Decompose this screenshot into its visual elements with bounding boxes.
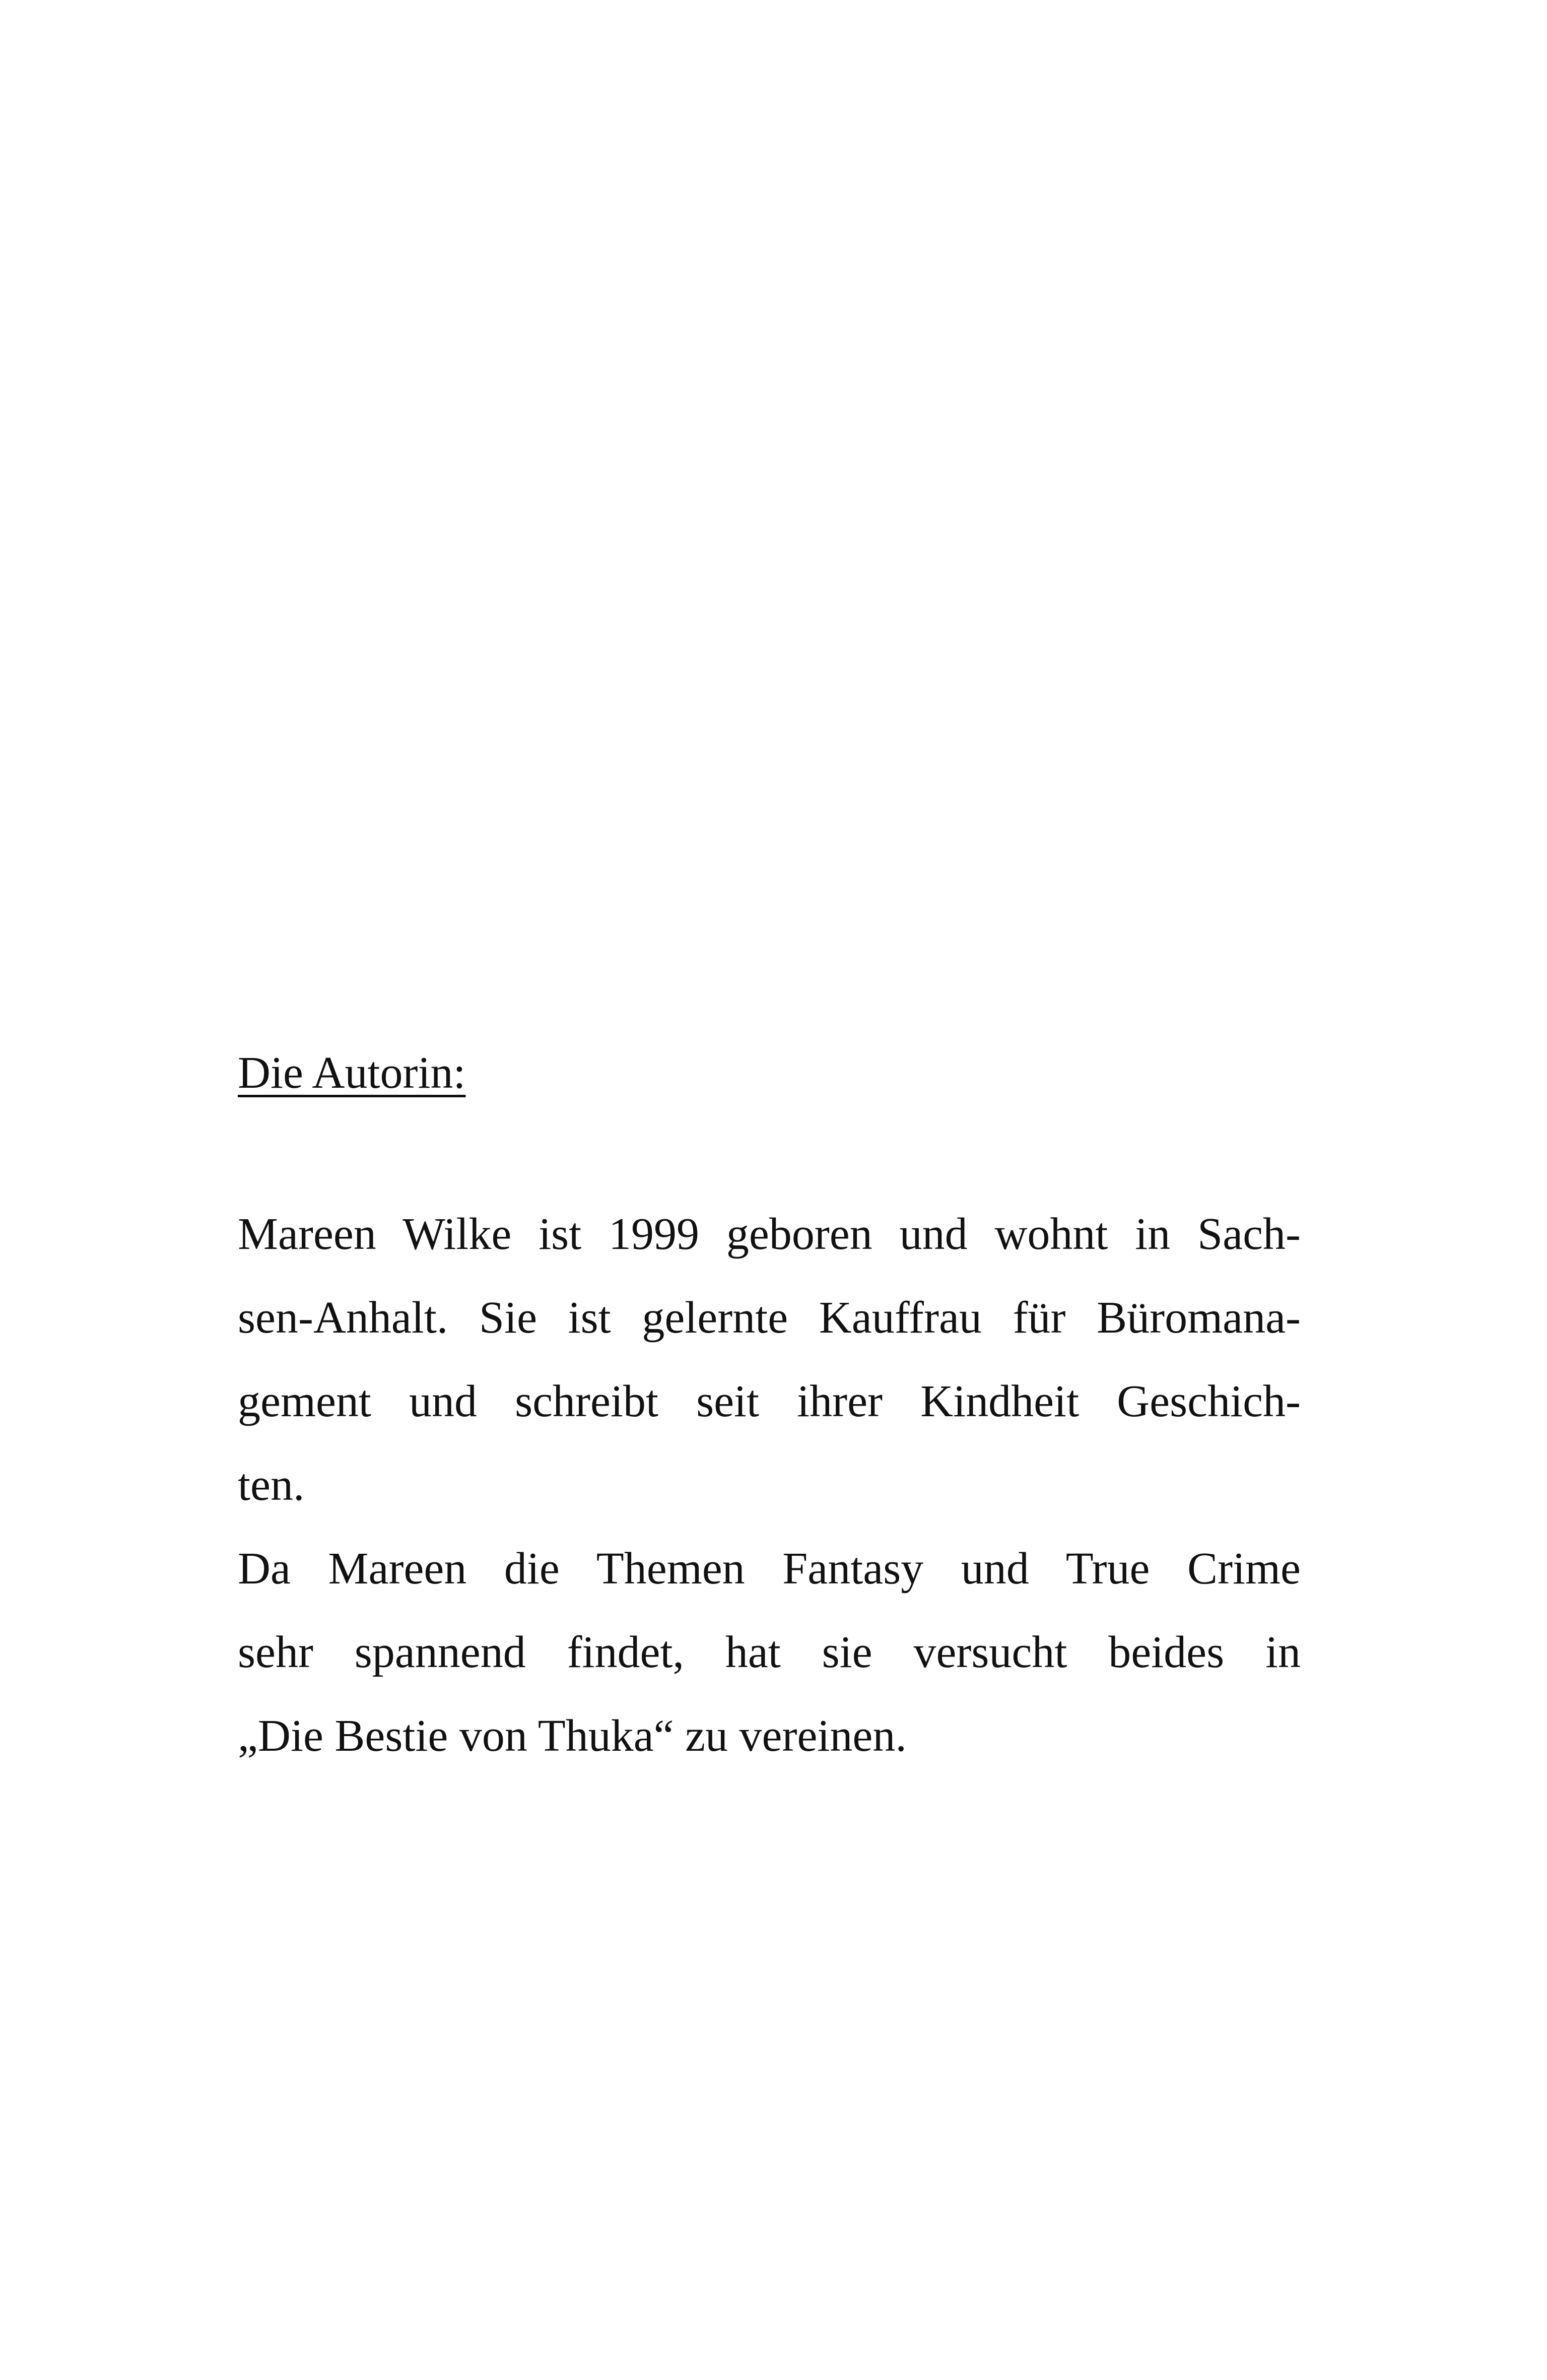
bio-line-7: „Die Bestie von Thuka“ zu vereinen. — [238, 1711, 907, 1761]
bio-line-3: gement und schreibt seit ihrer Kindheit Geschich- — [238, 1376, 1301, 1426]
bio-line-5: Da Mareen die Themen Fantasy und True Crime — [238, 1544, 1301, 1594]
bio-line-6: sehr spannend findet, hat sie versucht beides in — [238, 1627, 1301, 1677]
author-bio-section — [238, 1048, 1301, 1761]
bio-line-1: Mareen Wilke ist 1999 geboren und wohnt in Sach- — [238, 1209, 1301, 1259]
section-heading: Die Autorin: — [238, 1048, 466, 1098]
bio-line-2: sen-Anhalt. Sie ist gelernte Kauffrau für Büromana- — [238, 1293, 1301, 1343]
bio-line-4: ten. — [238, 1460, 305, 1510]
